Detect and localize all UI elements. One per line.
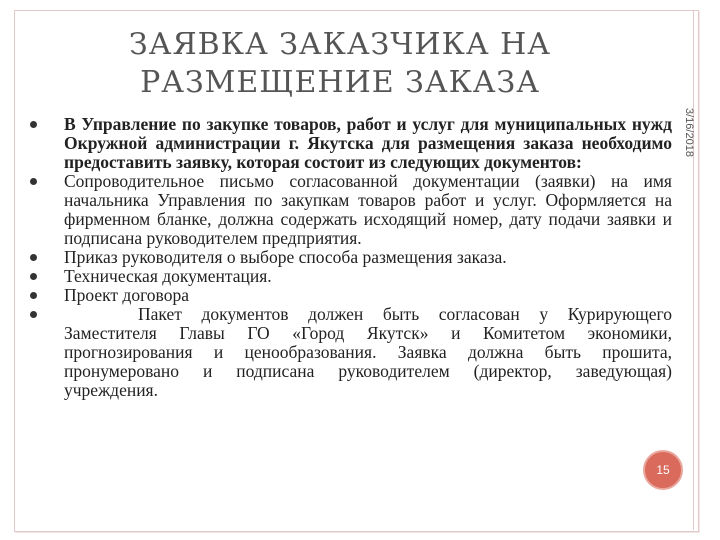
bullet-item	[30, 305, 672, 400]
bullet-dot-icon	[30, 292, 37, 299]
bullet-dot-icon	[30, 273, 37, 280]
bullet-dot-icon	[30, 254, 37, 261]
title-line-2: РАЗМЕЩЕНИЕ ЗАКАЗА	[140, 65, 540, 100]
bullet-text: Приказ руководителя о выборе способа размещения заказа.	[64, 247, 507, 267]
bullet-list	[30, 115, 672, 400]
bullet-text: Проект договора	[64, 285, 189, 305]
bullet-item	[30, 286, 672, 305]
slide-title	[40, 26, 640, 102]
page-number-badge: 15	[643, 450, 683, 490]
bullet-item	[30, 267, 672, 286]
bullet-item	[30, 115, 672, 172]
bullet-item	[30, 248, 672, 267]
slide-date: 3/16/2018	[683, 108, 695, 157]
bullet-text: В Управление по закупке товаров, работ и услуг для муниципальных нужд Окружной администрации г. Якутска для размещения заказа необходимо предоставить заявку, которая состоит из следующих документов:	[64, 114, 672, 172]
bullet-dot-icon	[30, 311, 37, 318]
title-line-1: ЗАЯВКА ЗАКАЗЧИКА НА	[129, 27, 551, 62]
bullet-text: Сопроводительное письмо согласованной документации (заявки) на имя начальника Управления по закупкам товаров работ и услуг. Оформляется на фирменном бланке, должна содержать исходящий номер, дату подачи заявки и подписана руководителем предприятия.	[64, 171, 672, 248]
frame-vertical-rule	[693, 10, 694, 530]
bullet-dot-icon	[30, 121, 37, 128]
bullet-text: Техническая документация.	[64, 266, 272, 286]
bullet-item	[30, 172, 672, 248]
bullet-dot-icon	[30, 178, 37, 185]
bullet-text: Пакет документов должен быть согласован у Курирующего Заместителя Главы ГО «Город Якутск» и Комитетом экономики, прогнозирования и ценообразования. Заявка должна быть прошита, пронумеровано и подписана руководителем (директор, заведующая) учреждения.	[64, 304, 672, 400]
